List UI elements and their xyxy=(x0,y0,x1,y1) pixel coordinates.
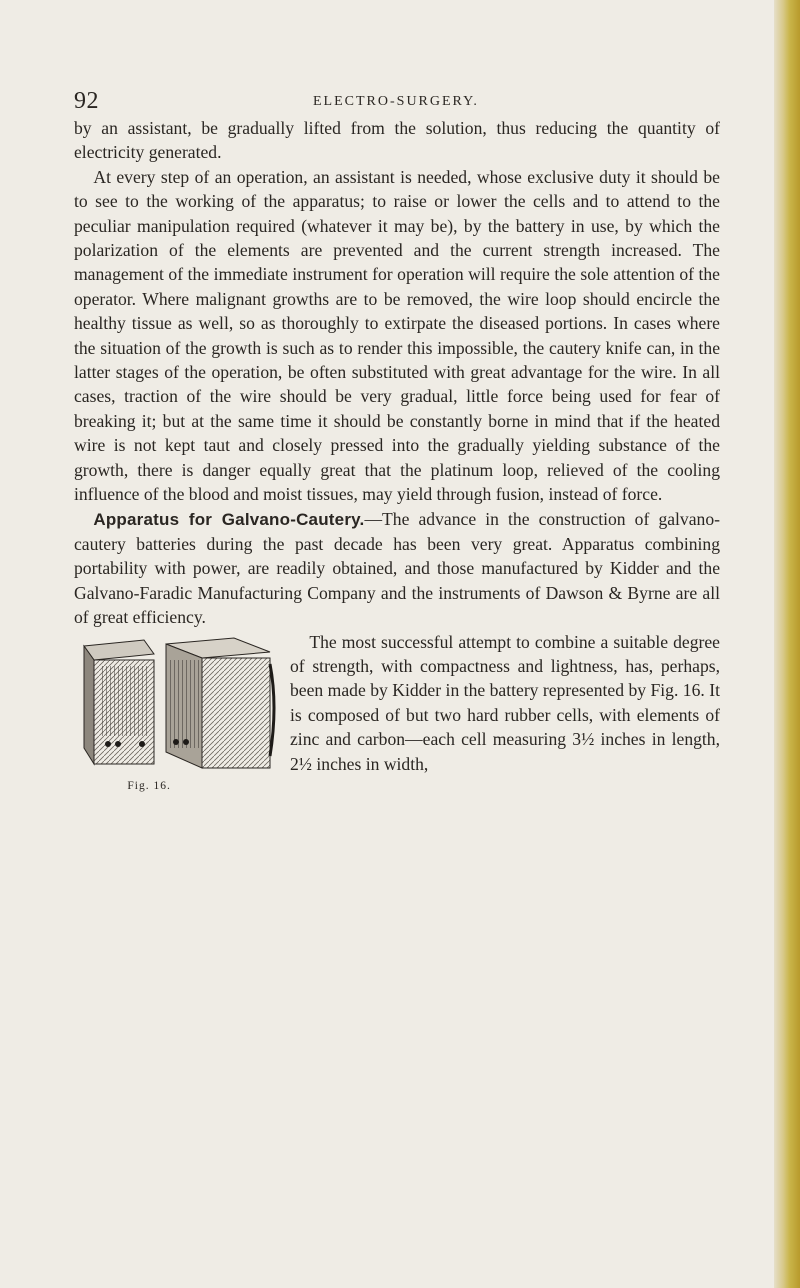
running-title: ELECTRO-SURGERY. xyxy=(313,94,479,109)
section-text: —The advance in the construction of galvano-cautery batteries during the past decade has been very great. Apparatus combining portability with power, are readily obtained, and those manufactured by Kidder and the Galvano-Faradic Manufacturing Company and the instruments of Dawson & Byrne are all of great efficiency. xyxy=(74,508,720,628)
body-text xyxy=(74,116,720,790)
figure-caption: Fig. 16. xyxy=(127,779,171,792)
paragraph-2: At every step of an operation, an assistant is needed, whose exclusive duty it should be to see to the working of the apparatus; to raise or lower the cells and to attend to the peculiar manipulation required (whatever it may be), by the battery in use, by which the polarization of the elements are prevented and the current strength increased. The management of the immediate instrument for operation will require the sole attention of the operator. Where malignant growths are to be removed, the wire loop should encircle the healthy tissue as well, so as thoroughly to extirpate the diseased portions. In cases where the situation of the growth is such as to render this impossible, the cautery knife can, in the latter stages of the operation, be often substituted with great advantage for the wire. In all cases, traction of the wire should be very gradual, little force being used for fear of breaking it; but at the same time it should be constantly borne in mind that if the heated wire is not kept taut and closely pressed into the gradually yielding substance of the growth, there is danger equally great that the platinum loop, relieved of the cooling influence of the blood and moist tissues, may yield through fusion, instead of force. xyxy=(74,166,720,505)
figure-battery xyxy=(74,636,276,790)
section-heading: Apparatus for Galvano-Cautery. xyxy=(93,509,365,529)
paragraph-1: by an assistant, be gradually lifted from the solution, thus reducing the quantity of electricity generated. xyxy=(74,118,720,163)
page-edge xyxy=(774,0,800,1288)
paragraph-4 xyxy=(74,630,720,792)
battery-illustration xyxy=(74,636,276,776)
page-number: 92 xyxy=(74,88,99,114)
paragraph-3 xyxy=(74,507,720,630)
paragraph-4-text: The most successful attempt to combine a suitable degree of strength, with compactness and lightness, has, perhaps, been made by Kidder in the battery represented by Fig. 16. It is composed of but two hard rubber cells, with elements of zinc and carbon—each cell measuring 3½ inches in length, 2½ inches in width, xyxy=(290,631,720,774)
